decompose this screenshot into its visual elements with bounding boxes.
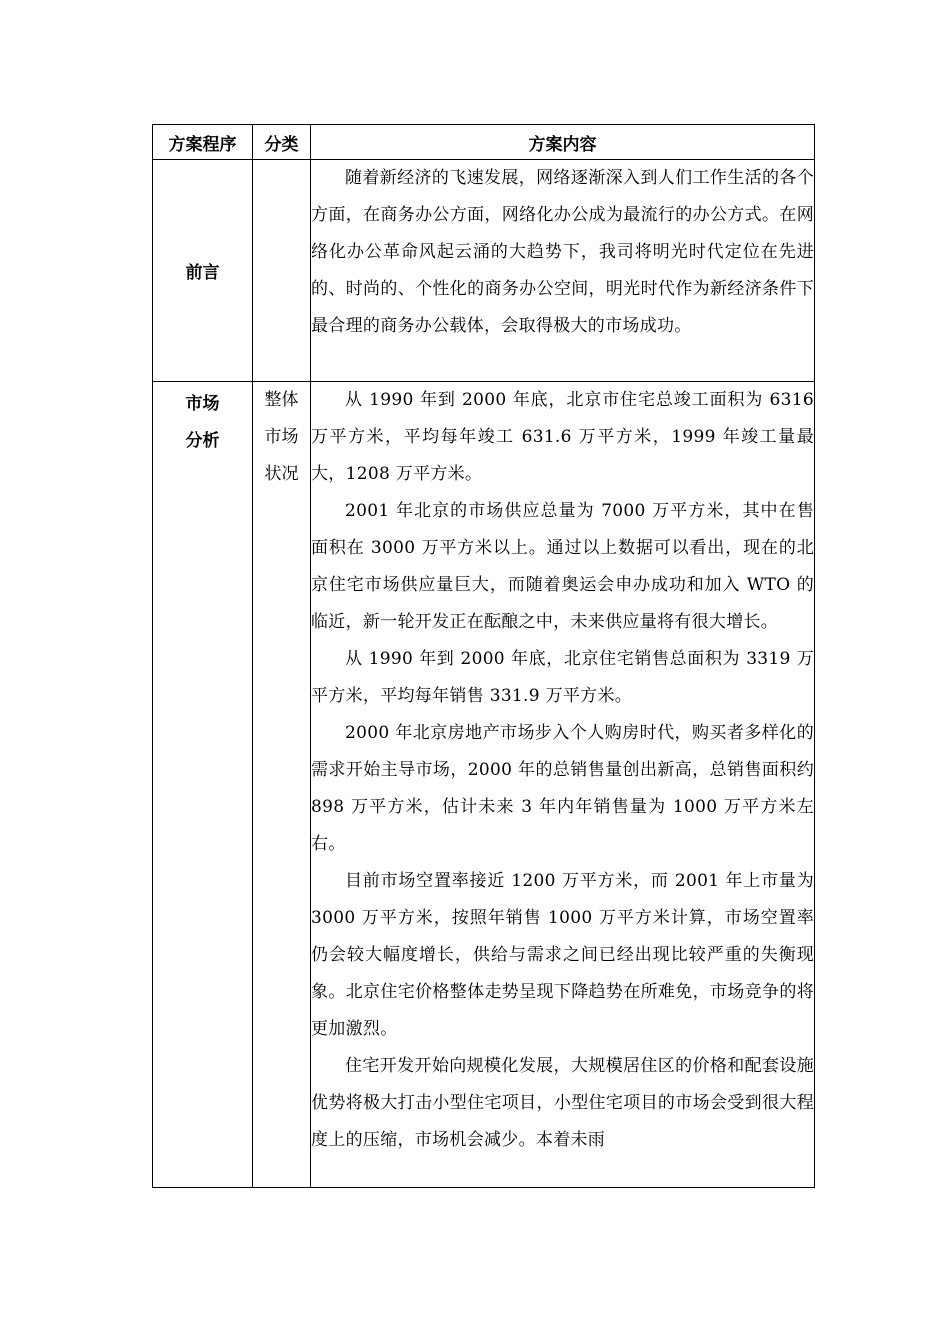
header-content: 方案内容: [311, 125, 815, 160]
header-stage: 方案程序: [153, 125, 253, 160]
table-header-row: [153, 125, 815, 160]
table-row-preface: [153, 160, 815, 382]
content-paragraph: 住宅开发开始向规模化发展，大规模居住区的价格和配套设施优势将极大打击小型住宅项目，小型住宅项目的市场会受到很大程度上的压缩，市场机会减少。本着未雨: [311, 1056, 814, 1150]
content-paragraph: 从 1990 年到 2000 年底，北京市住宅总竣工面积为 6316 万平方米，平均每年竣工 631.6 万平方米，1999 年竣工量最大，1208 万平方米。: [311, 390, 814, 484]
content-paragraph: 随着新经济的飞速发展，网络逐渐深入到人们工作生活的各个方面，在商务办公方面，网络化办公成为最流行的办公方式。在网络化办公革命风起云涌的大趋势下，我司将明光时代定位在先进的、时尚的、个性化的商务办公空间，明光时代作为新经济条件下最合理的商务办公载体，会取得极大的市场成功。: [311, 168, 814, 336]
category-label-line: 市场: [264, 427, 299, 447]
category-label-line: 状况: [264, 464, 299, 484]
plan-table: [152, 124, 815, 1188]
header-category: 分类: [253, 125, 311, 160]
stage-label-line: 分析: [185, 431, 220, 451]
content-paragraph: 2000 年北京房地产市场步入个人购房时代，购买者多样化的需求开始主导市场，2000 年的总销售量创出新高，总销售面积约 898 万平方米，估计未来 3 年内年销售量为 1000 万平方米左右。: [311, 723, 814, 854]
category-cell-preface: [253, 160, 311, 382]
category-cell-overall-market: [253, 382, 311, 1188]
content-paragraph: 目前市场空置率接近 1200 万平方米，而 2001 年上市量为 3000 万平方米，按照年销售 1000 万平方米计算，市场空置率仍会较大幅度增长，供给与需求之间已经出现比较严重的失衡现象。北京住宅价格整体走势呈现下降趋势在所难免，市场竞争的将更加激烈。: [311, 871, 814, 1039]
stage-cell-market-analysis: [153, 382, 253, 1188]
content-paragraph: 2001 年北京的市场供应总量为 7000 万平方米，其中在售面积在 3000 万平方米以上。通过以上数据可以看出，现在的北京住宅市场供应量巨大，而随着奥运会申办成功和加入 WTO 的临近，新一轮开发正在酝酿之中，未来供应量将有很大增长。: [311, 501, 814, 632]
content-paragraph: 从 1990 年到 2000 年底，北京住宅销售总面积为 3319 万平方米，平均每年销售 331.9 万平方米。: [311, 649, 814, 706]
content-cell-market-analysis: [311, 382, 815, 1188]
table-row-market-analysis: [153, 382, 815, 1188]
content-cell-preface: [311, 160, 815, 382]
stage-cell-preface: 前言: [153, 160, 253, 382]
category-label-line: 整体: [264, 390, 299, 410]
stage-label-line: 市场: [185, 394, 220, 414]
